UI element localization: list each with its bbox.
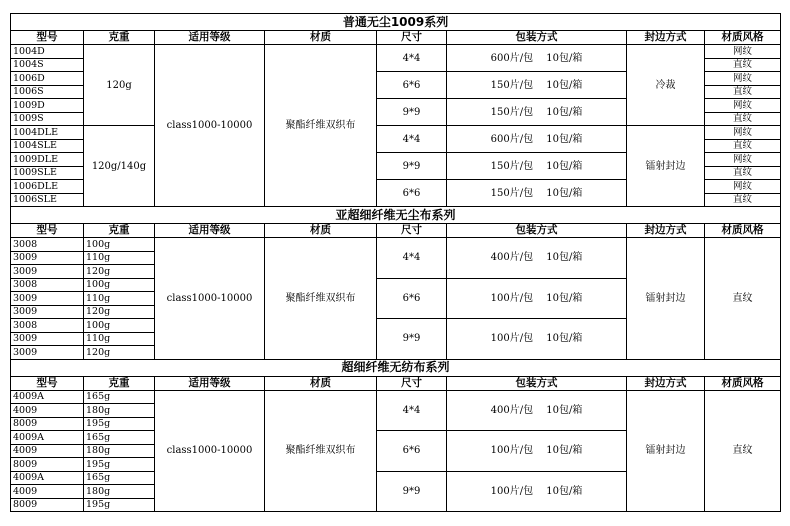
style-cell: 直纹	[705, 238, 781, 360]
section-title: 普通无尘1009系列	[11, 14, 781, 31]
weight-cell: 110g	[84, 332, 155, 346]
edge-cell: 镭射封边	[627, 238, 705, 360]
header-size: 尺寸	[377, 31, 447, 45]
weight-cell: 120g	[84, 305, 155, 319]
model-cell: 1009D	[11, 99, 84, 113]
packing-cell: 150片/包 10包/箱	[447, 153, 627, 180]
model-cell: 1006D	[11, 72, 84, 86]
model-cell: 1004D	[11, 45, 84, 59]
weight-cell: 100g	[84, 238, 155, 252]
packing-cell: 150片/包 10包/箱	[447, 99, 627, 126]
weight-cell: 180g	[84, 404, 155, 418]
model-cell: 8009	[11, 498, 84, 512]
model-cell: 1006S	[11, 85, 84, 99]
header-weight: 克重	[84, 376, 155, 390]
style-cell: 直纹	[705, 58, 781, 72]
size-cell: 9*9	[377, 319, 447, 360]
style-cell: 网纹	[705, 153, 781, 167]
weight-cell: 180g	[84, 444, 155, 458]
header-packing: 包装方式	[447, 376, 627, 390]
header-model: 型号	[11, 376, 84, 390]
style-cell: 网纹	[705, 72, 781, 86]
model-cell: 3009	[11, 305, 84, 319]
weight-cell: 110g	[84, 292, 155, 306]
grade-cell: class1000-10000	[155, 238, 265, 360]
header-edge: 封边方式	[627, 376, 705, 390]
section-title-row	[11, 359, 781, 376]
header-edge: 封边方式	[627, 31, 705, 45]
weight-cell: 110g	[84, 251, 155, 265]
header-grade: 适用等级	[155, 31, 265, 45]
size-cell: 9*9	[377, 99, 447, 126]
weight-cell: 165g	[84, 431, 155, 445]
size-cell: 6*6	[377, 278, 447, 319]
size-cell: 4*4	[377, 238, 447, 279]
packing-cell: 100片/包 10包/箱	[447, 431, 627, 472]
header-grade: 适用等级	[155, 224, 265, 238]
model-cell: 3009	[11, 265, 84, 279]
weight-cell: 195g	[84, 458, 155, 472]
weight-cell: 120g	[84, 265, 155, 279]
style-cell: 直纹	[705, 139, 781, 153]
style-cell: 网纹	[705, 45, 781, 59]
header-style: 材质风格	[705, 224, 781, 238]
model-cell: 3008	[11, 319, 84, 333]
header-material: 材质	[265, 31, 377, 45]
size-cell: 4*4	[377, 45, 447, 72]
size-cell: 6*6	[377, 431, 447, 472]
table-row	[11, 390, 781, 404]
product-spec-table	[10, 13, 781, 512]
model-cell: 1009S	[11, 112, 84, 126]
weight-cell: 195g	[84, 417, 155, 431]
header-size: 尺寸	[377, 376, 447, 390]
table-row	[11, 238, 781, 252]
header-row	[11, 224, 781, 238]
weight-cell: 195g	[84, 498, 155, 512]
header-packing: 包装方式	[447, 31, 627, 45]
packing-cell: 600片/包 10包/箱	[447, 45, 627, 72]
style-cell: 直纹	[705, 390, 781, 512]
edge-cell: 冷裁	[627, 45, 705, 126]
size-cell: 6*6	[377, 180, 447, 207]
size-cell: 9*9	[377, 153, 447, 180]
model-cell: 1004S	[11, 58, 84, 72]
style-cell: 网纹	[705, 126, 781, 140]
model-cell: 8009	[11, 417, 84, 431]
header-weight: 克重	[84, 224, 155, 238]
table-row	[11, 45, 781, 59]
weight-cell: 180g	[84, 485, 155, 499]
spec-sheet	[10, 13, 780, 512]
model-cell: 3008	[11, 238, 84, 252]
model-cell: 4009	[11, 485, 84, 499]
model-cell: 3009	[11, 251, 84, 265]
header-style: 材质风格	[705, 376, 781, 390]
packing-cell: 100片/包 10包/箱	[447, 319, 627, 360]
header-grade: 适用等级	[155, 376, 265, 390]
header-model: 型号	[11, 224, 84, 238]
weight-cell: 165g	[84, 390, 155, 404]
table-row	[11, 126, 781, 140]
style-cell: 直纹	[705, 193, 781, 207]
material-cell: 聚酯纤维双织布	[265, 238, 377, 360]
size-cell: 9*9	[377, 471, 447, 512]
header-weight: 克重	[84, 31, 155, 45]
packing-cell: 600片/包 10包/箱	[447, 126, 627, 153]
packing-cell: 100片/包 10包/箱	[447, 471, 627, 512]
size-cell: 4*4	[377, 126, 447, 153]
header-packing: 包装方式	[447, 224, 627, 238]
model-cell: 4009A	[11, 390, 84, 404]
header-material: 材质	[265, 376, 377, 390]
section-title: 超细纤维无纺布系列	[11, 359, 781, 376]
weight-cell: 100g	[84, 278, 155, 292]
edge-cell: 镭射封边	[627, 390, 705, 512]
model-cell: 3009	[11, 332, 84, 346]
model-cell: 4009A	[11, 471, 84, 485]
packing-cell: 150片/包 10包/箱	[447, 72, 627, 99]
model-cell: 3009	[11, 346, 84, 360]
header-size: 尺寸	[377, 224, 447, 238]
header-row	[11, 376, 781, 390]
model-cell: 1006SLE	[11, 193, 84, 207]
header-row	[11, 31, 781, 45]
material-cell: 聚酯纤维双织布	[265, 45, 377, 207]
packing-cell: 100片/包 10包/箱	[447, 278, 627, 319]
section-title-row	[11, 207, 781, 224]
weight-cell: 165g	[84, 471, 155, 485]
section-title-row	[11, 14, 781, 31]
edge-cell: 镭射封边	[627, 126, 705, 207]
grade-cell: class1000-10000	[155, 390, 265, 512]
style-cell: 网纹	[705, 99, 781, 113]
packing-cell: 400片/包 10包/箱	[447, 238, 627, 279]
section-title: 亚超细纤维无尘布系列	[11, 207, 781, 224]
header-edge: 封边方式	[627, 224, 705, 238]
weight-cell: 100g	[84, 319, 155, 333]
material-cell: 聚酯纤维双织布	[265, 390, 377, 512]
model-cell: 3008	[11, 278, 84, 292]
style-cell: 直纹	[705, 166, 781, 180]
model-cell: 1009DLE	[11, 153, 84, 167]
packing-cell: 150片/包 10包/箱	[447, 180, 627, 207]
style-cell: 直纹	[705, 112, 781, 126]
header-model: 型号	[11, 31, 84, 45]
style-cell: 直纹	[705, 85, 781, 99]
weight-cell: 120g	[84, 346, 155, 360]
model-cell: 4009A	[11, 431, 84, 445]
style-cell: 网纹	[705, 180, 781, 194]
size-cell: 4*4	[377, 390, 447, 431]
model-cell: 1009SLE	[11, 166, 84, 180]
model-cell: 3009	[11, 292, 84, 306]
header-style: 材质风格	[705, 31, 781, 45]
model-cell: 8009	[11, 458, 84, 472]
model-cell: 4009	[11, 404, 84, 418]
weight-cell: 120g	[84, 45, 155, 126]
model-cell: 4009	[11, 444, 84, 458]
model-cell: 1004SLE	[11, 139, 84, 153]
header-material: 材质	[265, 224, 377, 238]
grade-cell: class1000-10000	[155, 45, 265, 207]
size-cell: 6*6	[377, 72, 447, 99]
packing-cell: 400片/包 10包/箱	[447, 390, 627, 431]
weight-cell: 120g/140g	[84, 126, 155, 207]
model-cell: 1004DLE	[11, 126, 84, 140]
model-cell: 1006DLE	[11, 180, 84, 194]
